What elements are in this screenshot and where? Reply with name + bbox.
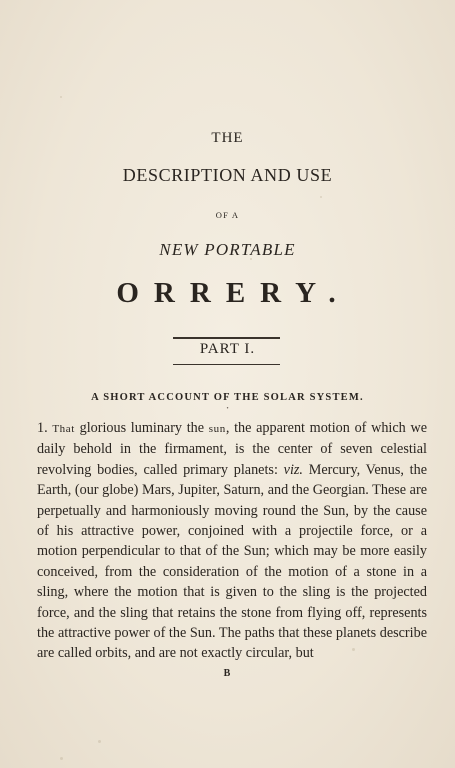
signature-mark: B bbox=[223, 668, 232, 679]
paragraph-text-2: , the apparent motion of which we daily behold in the firmament, is the center of seven celestial revolving bodies, called primary planets: bbox=[37, 420, 428, 478]
paragraph-text-1: glorious luminary the bbox=[74, 420, 209, 436]
paper-speck bbox=[60, 96, 62, 98]
title-the: THE bbox=[211, 130, 244, 146]
paragraph-viz: viz. bbox=[283, 461, 303, 478]
paper-speck bbox=[98, 740, 101, 743]
rule-bottom bbox=[173, 364, 280, 365]
title-of-a: OF A bbox=[215, 210, 240, 220]
section-mark: • bbox=[226, 406, 229, 412]
rule-top bbox=[173, 337, 280, 339]
title-description-and-use: DESCRIPTION AND USE bbox=[122, 165, 333, 185]
paragraph-text-3: Mercury, Venus, the Earth, (our globe) Mars, Jupiter, Saturn, and the Georgian. These are perpetually and harmoniously moving round the Sun, by the cause of his attractive power, conjoined with a projectile force, or a motion perpendicular to that of the Sun; which may be more easily conceived, from the consideration of the motion of a stone in a sling, where the motion that is given to the sling is the projected force, and the sling that retains the stone from flying off, represents the attractive power of the Sun. The paths that these planets describe are called orbits, and are not exactly circular, but bbox=[37, 461, 427, 662]
part-heading: PART I. bbox=[199, 341, 256, 357]
paragraph-sun: sun bbox=[208, 423, 226, 435]
title-orrery: ORRERY. bbox=[116, 277, 351, 309]
section-heading: A SHORT ACCOUNT OF THE SOLAR SYSTEM. bbox=[91, 392, 364, 403]
paragraph-number: 1. bbox=[37, 420, 48, 436]
paper-speck bbox=[60, 757, 63, 760]
paper-speck bbox=[320, 196, 322, 198]
body-paragraph bbox=[37, 418, 427, 664]
title-new-portable: NEW PORTABLE bbox=[159, 240, 296, 259]
paragraph-lead-word: That bbox=[52, 423, 75, 435]
